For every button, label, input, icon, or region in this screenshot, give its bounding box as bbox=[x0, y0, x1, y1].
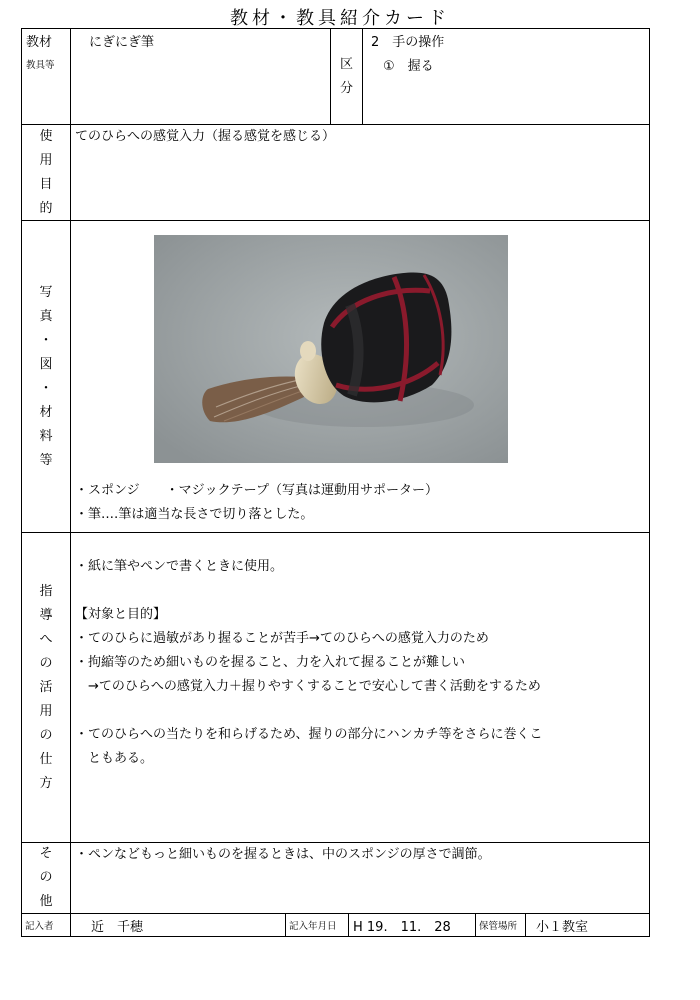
other-label-char: そ bbox=[39, 846, 53, 861]
purpose-label-char: 的 bbox=[39, 200, 53, 216]
guidance-label-char: 方 bbox=[39, 775, 53, 791]
photo-label-char: 真 bbox=[39, 308, 53, 324]
guidance-line: ともある。 bbox=[75, 751, 154, 766]
materials-line-2: ・筆‥‥筆は適当な長さで切り落とした。 bbox=[75, 507, 314, 522]
guidance-label bbox=[22, 533, 70, 842]
guidance-row bbox=[21, 532, 650, 843]
brush-illustration bbox=[154, 235, 508, 463]
photo-label-char: 写 bbox=[39, 284, 53, 300]
date-label: 記入年月日 bbox=[289, 921, 337, 932]
header-row bbox=[21, 28, 650, 125]
other-value-cell bbox=[70, 843, 649, 913]
footer-row bbox=[21, 913, 650, 937]
brush-photo bbox=[154, 235, 508, 463]
date-value-cell bbox=[348, 914, 475, 936]
material-name: にぎにぎ筆 bbox=[89, 35, 155, 50]
guidance-label-char: の bbox=[39, 655, 53, 671]
storage-value: 小１教室 bbox=[536, 919, 589, 935]
material-label-cell bbox=[22, 29, 70, 124]
material-value-cell bbox=[70, 29, 330, 124]
author-label: 記入者 bbox=[25, 921, 54, 932]
category-value-cell bbox=[362, 29, 649, 124]
other-label-char: 他 bbox=[39, 894, 53, 909]
guidance-label-char: 活 bbox=[39, 679, 53, 695]
other-text: ・ペンなどもっと細いものを握るときは、中のスポンジの厚さで調節。 bbox=[75, 847, 491, 862]
photo-label-char: 料 bbox=[39, 428, 53, 444]
purpose-label-char: 用 bbox=[39, 152, 53, 168]
category-line-2: ① 握る bbox=[383, 59, 434, 74]
guidance-value-cell bbox=[70, 533, 649, 842]
photo-label bbox=[22, 221, 70, 532]
guidance-line: ・紙に筆やペンで書くときに使用。 bbox=[75, 559, 284, 574]
guidance-line: ・てのひらへの当たりを和らげるため、握りの部分にハンカチ等をさらに巻くこ bbox=[75, 727, 543, 742]
author-value-cell bbox=[70, 914, 285, 936]
photo-value-cell bbox=[70, 221, 649, 532]
storage-value-cell bbox=[525, 914, 649, 936]
purpose-value-cell bbox=[70, 125, 649, 220]
date-value: H 19. 11. 28 bbox=[353, 919, 451, 935]
purpose-row bbox=[21, 124, 650, 221]
other-label-char: の bbox=[39, 870, 53, 885]
date-label-cell bbox=[285, 914, 348, 936]
purpose-text: てのひらへの感覚入力（握る感覚を感じる） bbox=[75, 129, 336, 144]
guidance-line bbox=[75, 579, 542, 603]
guidance-label-char: の bbox=[39, 727, 53, 743]
guidance-label-char: 指 bbox=[39, 583, 53, 599]
storage-label: 保管場所 bbox=[479, 921, 518, 932]
materials-line-1: ・スポンジ ・マジックテープ（写真は運動用サポーター） bbox=[75, 483, 439, 498]
photo-label-char: ・ bbox=[39, 380, 53, 396]
photo-label-char: ・ bbox=[39, 332, 53, 348]
guidance-line bbox=[75, 699, 542, 723]
category-line-1: 2 手の操作 bbox=[371, 35, 445, 50]
purpose-label-char: 使 bbox=[39, 128, 53, 144]
photo-label-char: 図 bbox=[39, 356, 53, 372]
purpose-label-char: 目 bbox=[39, 176, 53, 192]
material-sublabel: 教具等 bbox=[26, 60, 55, 71]
photo-label-char: 材 bbox=[39, 404, 53, 420]
guidance-text bbox=[75, 555, 542, 771]
guidance-line: 【対象と目的】 bbox=[75, 607, 167, 622]
guidance-line: →てのひらへの感覚入力＋握りやすくすることで安心して書く活動をするため bbox=[75, 679, 541, 694]
photo-row bbox=[21, 220, 650, 533]
category-label-char: 分 bbox=[339, 80, 353, 96]
card-title: 教材・教具紹介カード bbox=[230, 8, 450, 29]
guidance-line: ・てのひらに過敏があり握ることが苦手→てのひらへの感覚入力のため bbox=[75, 631, 489, 646]
other-row bbox=[21, 842, 650, 914]
author-label-cell bbox=[22, 914, 70, 936]
category-label-cell bbox=[330, 29, 362, 124]
photo-label-char: 等 bbox=[39, 452, 53, 468]
guidance-label-char: へ bbox=[39, 631, 53, 647]
other-label bbox=[22, 843, 70, 913]
material-label: 教材 bbox=[26, 35, 53, 50]
guidance-line: ・拘縮等のため細いものを握ること、力を入れて握ることが難しい bbox=[75, 655, 466, 670]
purpose-label bbox=[22, 125, 70, 220]
guidance-label-char: 導 bbox=[39, 607, 53, 623]
guidance-label-char: 仕 bbox=[39, 751, 53, 767]
category-label-char: 区 bbox=[339, 56, 353, 72]
storage-label-cell bbox=[475, 914, 525, 936]
author-name: 近 千穂 bbox=[91, 919, 144, 935]
guidance-label-char: 用 bbox=[39, 703, 53, 719]
